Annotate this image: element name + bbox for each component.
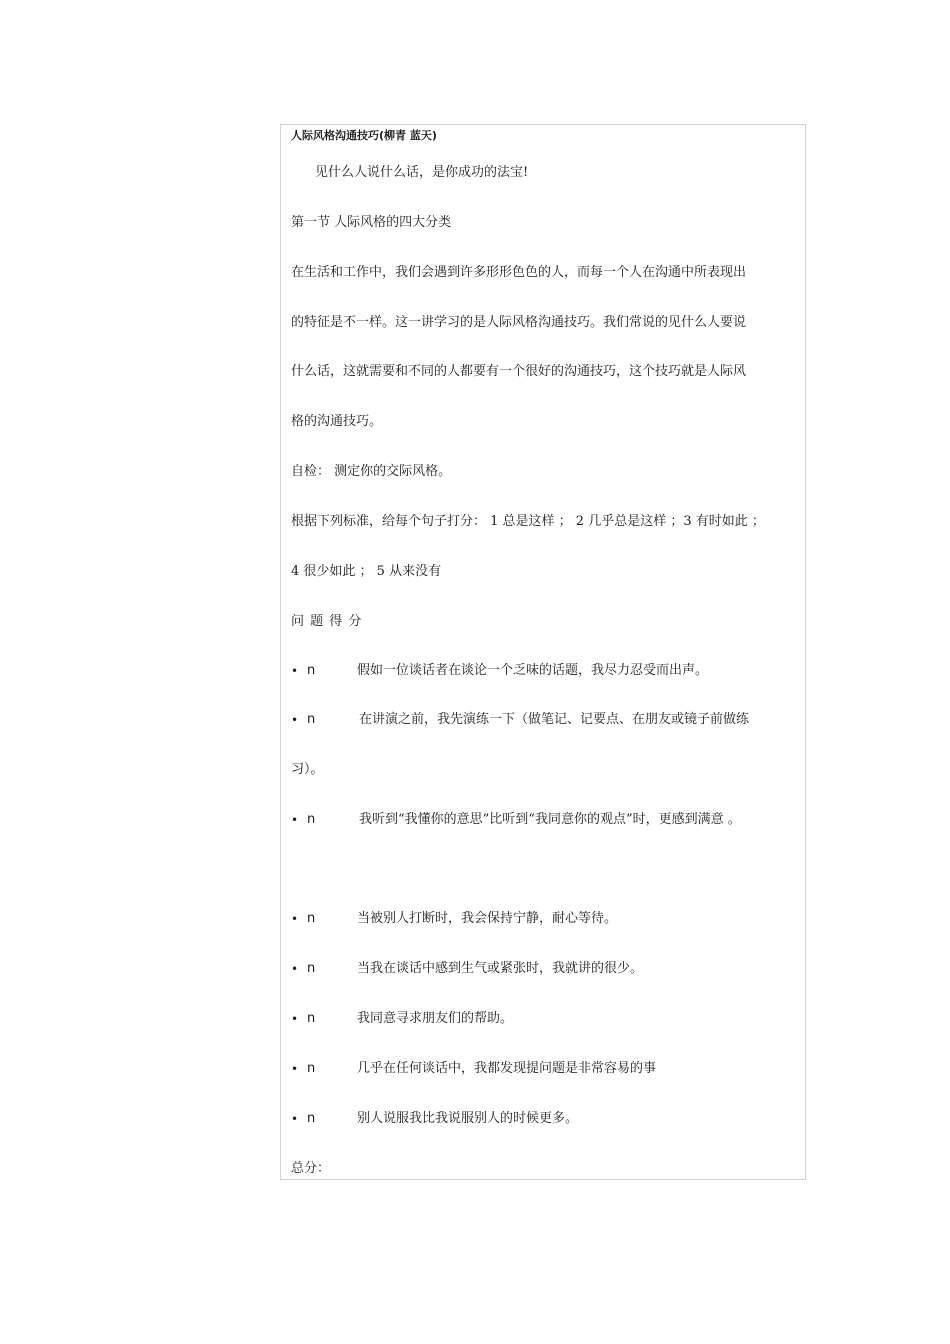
question-text: 当我在谈话中感到生气或紧张时，我就讲的很少。 (357, 961, 644, 976)
bullet-icon: • (291, 713, 299, 727)
bullet-icon: • (291, 664, 299, 678)
intro-paragraph-line: 的特征是不一样。这一讲学习的是人际风格沟通技巧。我们常说的见什么人要说 (291, 315, 747, 330)
item-marker: n (307, 812, 316, 827)
self-check-line: 自检： 测定你的交际风格。 (291, 464, 452, 479)
scoring-criteria-line: 根据下列标准，给每个句子打分： 1 总是这样 ； 2 几乎总是这样 ；3 有时如此 ； (291, 514, 765, 529)
document-title: 人际风格沟通技巧(柳青 蓝天) (291, 129, 437, 142)
question-text: 几乎在任何谈话中，我都发现提问题是非常容易的事 (357, 1061, 657, 1076)
intro-paragraph-line: 格的沟通技巧。 (291, 414, 383, 429)
item-marker: n (307, 911, 316, 926)
table-header: 问 题 得 分 (291, 614, 363, 629)
item-marker: n (307, 1061, 316, 1076)
motto: 见什么人说什么话，是你成功的法宝! (315, 165, 529, 180)
bullet-icon: • (291, 1112, 299, 1126)
scoring-criteria-line: 4 很少如此 ； 5 从来没有 (291, 564, 442, 579)
bullet-icon: • (291, 1062, 299, 1076)
bullet-icon: • (291, 912, 299, 926)
question-text: 我同意寻求朋友们的帮助。 (357, 1011, 514, 1026)
item-marker: n (307, 1011, 316, 1026)
question-text: 我听到“我懂你的意思”比听到“我同意你的观点”时，更感到满意 。 (359, 812, 741, 827)
question-text: 当被别人打断时，我会保持宁静，耐心等待。 (357, 911, 618, 926)
bullet-icon: • (291, 962, 299, 976)
item-marker: n (307, 663, 316, 678)
item-marker: n (307, 961, 316, 976)
total-score-label: 总分： (291, 1161, 331, 1176)
intro-paragraph-line: 什么话，这就需要和不同的人都要有一个很好的沟通技巧，这个技巧就是人际风 (291, 364, 747, 379)
section-heading: 第一节 人际风格的四大分类 (291, 215, 452, 230)
question-text: 在讲演之前，我先演练一下（做笔记、记要点、在朋友或镜子前做练 (359, 712, 750, 727)
item-marker: n (307, 1111, 316, 1126)
question-text: 别人说服我比我说服别人的时候更多。 (357, 1111, 579, 1126)
question-text: 假如一位谈话者在谈论一个乏味的话题，我尽力忍受而出声。 (357, 663, 709, 678)
bullet-icon: • (291, 1012, 299, 1026)
question-text-continued: 习）。 (291, 762, 324, 777)
bullet-icon: • (291, 813, 299, 827)
item-marker: n (307, 712, 316, 727)
intro-paragraph-line: 在生活和工作中，我们会遇到许多形形色色的人，而每一个人在沟通中所表现出 (291, 265, 747, 280)
